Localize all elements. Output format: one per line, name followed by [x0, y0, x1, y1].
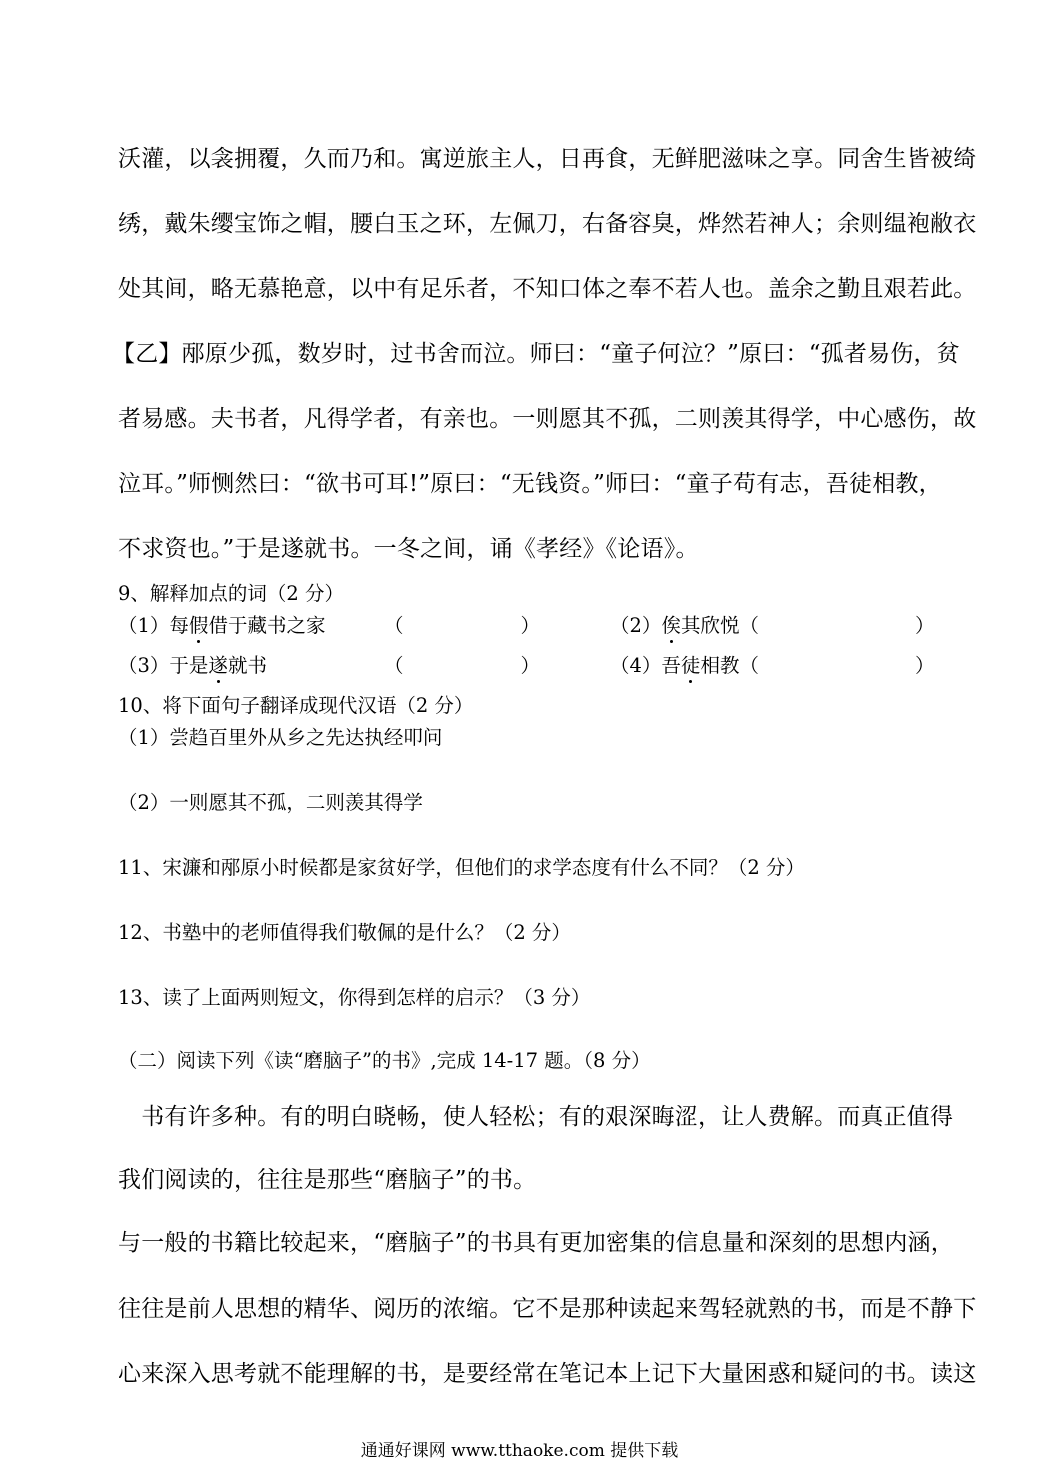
text-line: 往往是前人思想的精华、阅历的浓缩。它不是那种读起来驾轻就熟的书，而是不静下 [118, 1296, 977, 1322]
answer-blank: （ ） [384, 614, 541, 637]
text-line: 与一般的书籍比较起来，“磨脑子”的书具有更加密集的信息量和深刻的思想内涵， [118, 1230, 954, 1256]
text-line: 泣耳。”师恻然曰：“欲书可耳!”原曰：“无钱资。”师曰：“童子苟有志，吾徒相教， [118, 471, 942, 497]
text-line: 我们阅读的，往往是那些“磨脑子”的书。 [118, 1167, 537, 1193]
question-13: 13、读了上面两则短文，你得到怎样的启示？（3 分） [118, 986, 591, 1009]
text-line: 书有许多种。有的明白晓畅，使人轻松；有的艰深晦涩，让人费解。而真正值得 [118, 1104, 954, 1130]
dotted-word: 遂 [208, 650, 228, 678]
sentence-1: （1）尝趋百里外从乡之先达执经叩问 [118, 726, 443, 749]
question-title: 9、解释加点的词（2 分） [118, 582, 345, 605]
q9-item-2: （2）俟其欣悦（ ） [610, 610, 934, 638]
section-heading: （二）阅读下列《读“磨脑子”的书》,完成 14-17 题。（8 分） [118, 1049, 651, 1072]
sentence-2: （2）一则愿其不孤，二则羡其得学 [118, 791, 423, 814]
question-title: 10、将下面句子翻译成现代汉语（2 分） [118, 694, 474, 717]
page-footer: 通通好课网 www.tthaoke.com 提供下载 [360, 1441, 679, 1461]
answer-blank: （ ） [384, 654, 541, 677]
question-11: 11、宋濂和邴原小时候都是家贫好学，但他们的求学态度有什么不同？（2 分） [118, 856, 805, 879]
dotted-word: 俟 [661, 610, 681, 638]
dotted-word: 徒 [681, 650, 701, 678]
dotted-word: 假 [189, 610, 209, 638]
text-line: 沃灌，以衾拥覆，久而乃和。寓逆旅主人，日再食，无鲜肥滋味之享。同舍生皆被绮 [118, 146, 977, 172]
q9-item-1: （1）每假借于藏书之家 [118, 610, 325, 638]
text-line: 处其间，略无慕艳意，以中有足乐者，不知口体之奉不若人也。盖余之勤且艰若此。 [118, 276, 977, 302]
text-line: 绣，戴朱缨宝饰之帽，腰白玉之环，左佩刀，右备容臭，烨然若神人；余则缊袍敝衣 [118, 211, 977, 237]
text-line: 者易感。夫书者，凡得学者，有亲也。一则愿其不孤，二则羡其得学，中心感伤，故 [118, 406, 977, 432]
text-line: 【乙】邴原少孤，数岁时，过书舍而泣。师曰：“童子何泣？”原曰：“孤者易伤，贫 [112, 341, 960, 367]
text-line: 心来深入思考就不能理解的书，是要经常在笔记本上记下大量困惑和疑问的书。读这 [118, 1361, 977, 1387]
q9-item-4: （4）吾徒相教（ ） [610, 650, 934, 678]
question-12: 12、书塾中的老师值得我们敬佩的是什么？（2 分） [118, 921, 571, 944]
q9-item-3: （3）于是遂就书 [118, 650, 267, 678]
text-line: 不求资也。”于是遂就书。一冬之间，诵《孝经》《论语》。 [118, 536, 699, 562]
